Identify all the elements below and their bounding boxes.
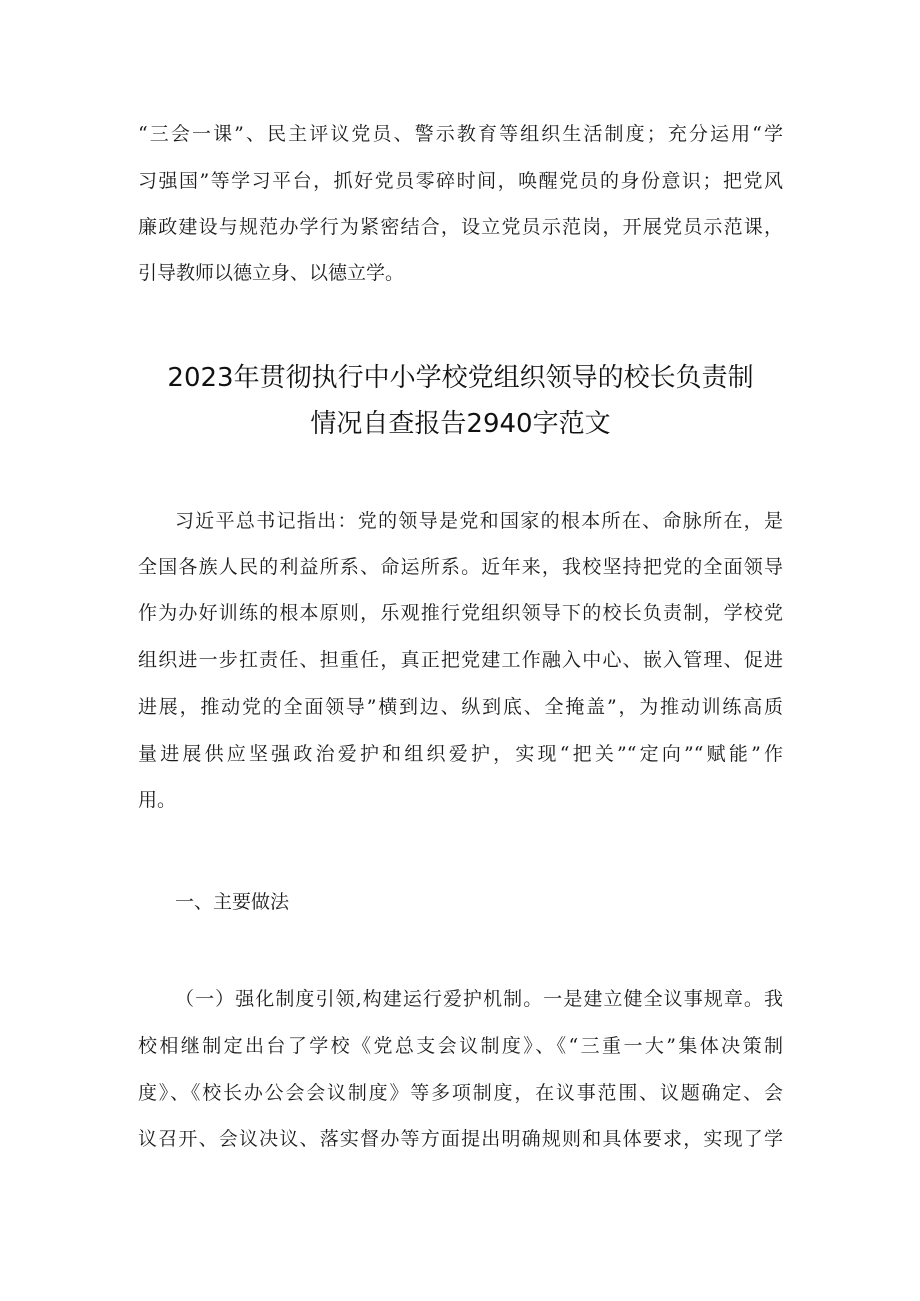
- paragraph-line: （一）强化制度引领,构建运行爱护机制。一是建立健全议事规章。我: [175, 988, 783, 1010]
- paragraph-line: 引导教师以德立身、以德立学。: [138, 262, 405, 284]
- paragraph-line: 度》、《校长办公会会议制度》等多项制度，在议事范围、议题确定、会: [138, 1082, 783, 1104]
- paragraph-line: 全国各族人民的利益所系、命运所系。近年来，我校坚持把党的全面领导: [138, 556, 783, 578]
- paragraph-line: “三会一课”、民主评议党员、警示教育等组织生活制度；充分运用“学: [138, 123, 783, 145]
- title-line-1: 2023年贯彻执行中小学校党组织领导的校长负责制: [167, 363, 754, 393]
- paragraph-line: 习近平总书记指出：党的领导是党和国家的根本所在、命脉所在，是: [175, 510, 783, 532]
- paragraph-line: 用。: [138, 789, 177, 811]
- paragraph-line: 进展，推动党的全面领导”横到边、纵到底、全掩盖”，为推动训练高质: [138, 696, 783, 718]
- section-heading: 一、主要做法: [175, 891, 290, 913]
- paragraph-line: 作为办好训练的根本原则，乐观推行党组织领导下的校长负责制，学校党: [138, 602, 783, 624]
- paragraph-line: 量进展供应坚强政治爱护和组织爱护，实现“把关”“定向”“赋能”作: [138, 743, 783, 765]
- paragraph-line: 组织进一步扛责任、担重任，真正把党建工作融入中心、嵌入管理、促进: [138, 649, 783, 671]
- title-line-2: 情况自查报告2940字范文: [310, 409, 611, 439]
- paragraph-line: 校相继制定出台了学校《党总支会议制度》、《“三重一大”集体决策制: [138, 1035, 783, 1057]
- paragraph-line: 习强国”等学习平台，抓好党员零碎时间，唤醒党员的身份意识；把党风: [138, 170, 783, 192]
- paragraph-line: 议召开、会议决议、落实督办等方面提出明确规则和具体要求，实现了学: [138, 1128, 783, 1150]
- paragraph-line: 廉政建设与规范办学行为紧密结合，设立党员示范岗，开展党员示范课，: [138, 216, 783, 238]
